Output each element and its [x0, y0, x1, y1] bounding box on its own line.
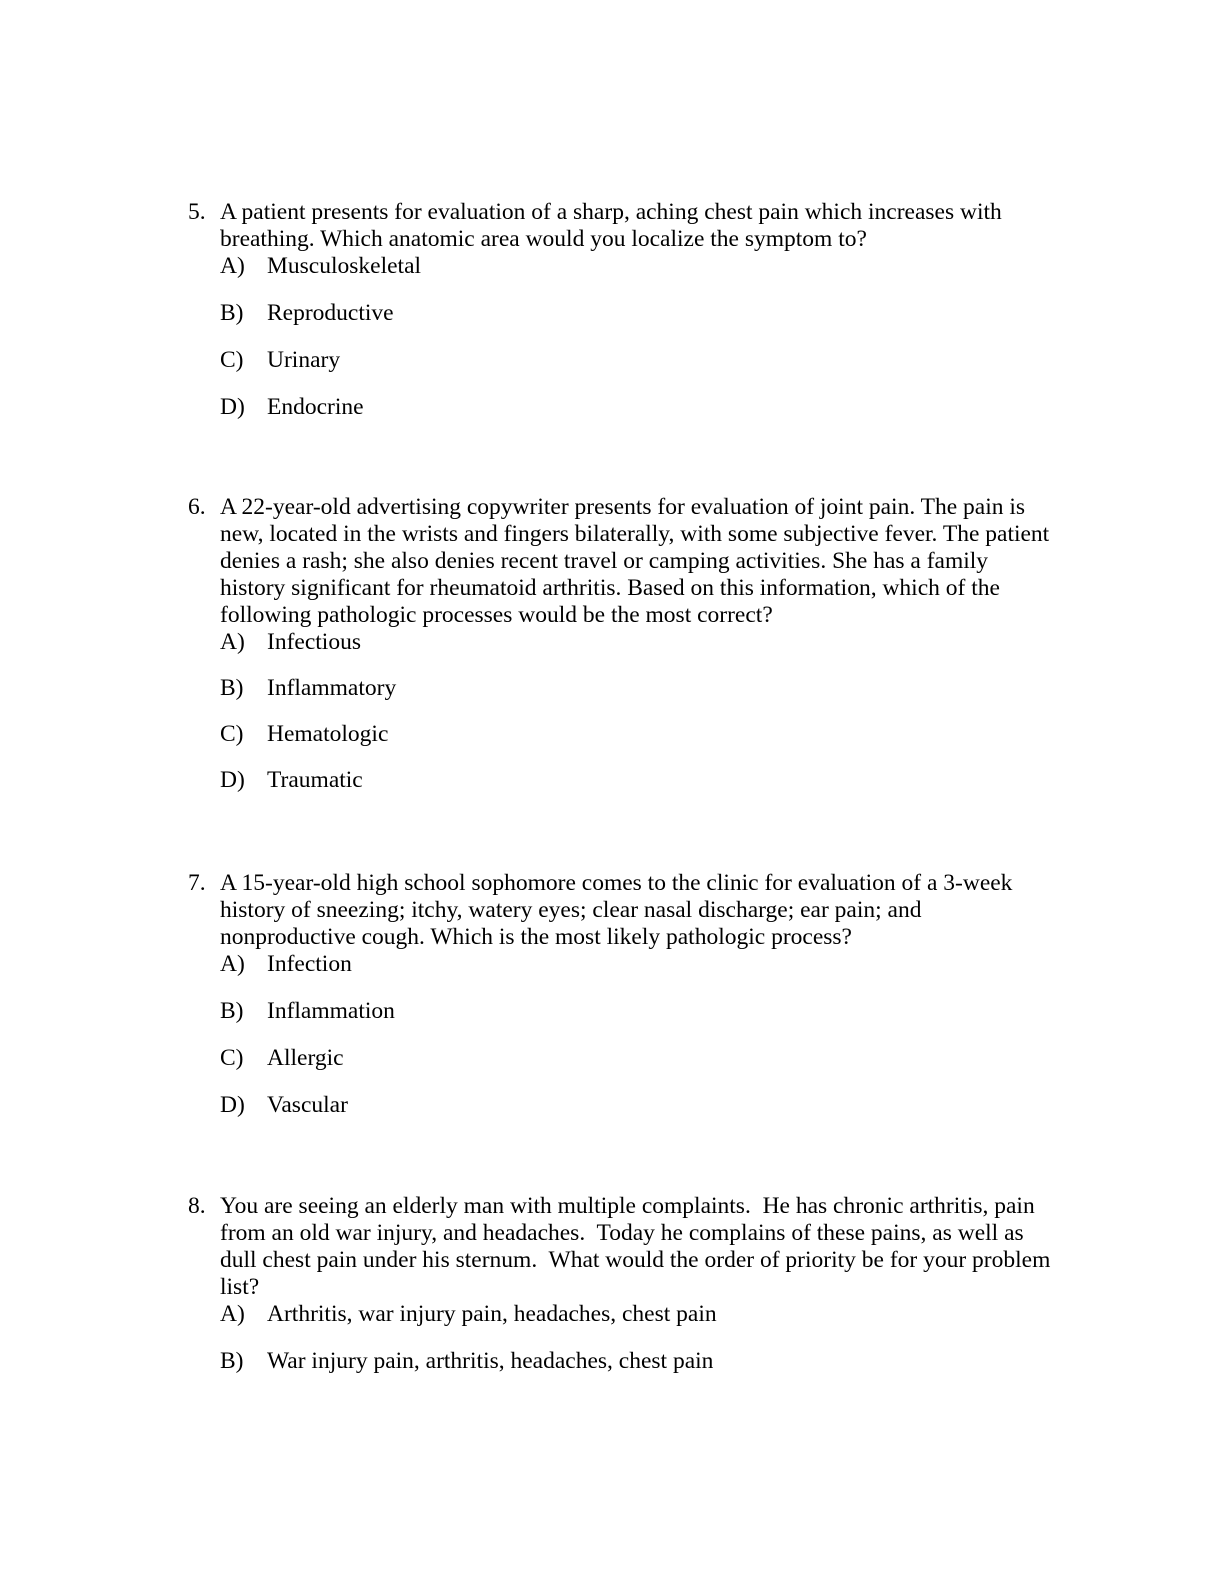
option-text: Infection [267, 951, 352, 977]
option-text: Inflammation [267, 998, 395, 1024]
answer-options [220, 951, 1088, 1119]
question-text-line: new, located in the wrists and fingers bilaterally, with some subjective fever. The patient [220, 521, 1050, 547]
question-text-line: nonproductive cough. Which is the most likely pathologic process? [220, 924, 852, 950]
answer-options [220, 253, 1088, 421]
question-text-line: denies a rash; she also denies recent travel or camping activities. She has a family [220, 548, 989, 574]
option-text: Reproductive [267, 300, 394, 326]
option-letter: C) [220, 1045, 244, 1071]
question-text-line: A 15-year-old high school sophomore comes to the clinic for evaluation of a 3-week [220, 870, 1013, 896]
option-letter: D) [220, 1092, 245, 1118]
option-c [220, 1045, 1088, 1072]
option-a [220, 253, 1088, 280]
option-text: Arthritis, war injury pain, headaches, chest pain [267, 1301, 717, 1327]
option-letter: C) [220, 347, 244, 373]
option-text: Endocrine [267, 394, 364, 420]
option-b [220, 675, 1088, 702]
option-text: Vascular [267, 1092, 348, 1118]
option-b [220, 300, 1088, 327]
option-letter: A) [220, 253, 245, 279]
question-7 [188, 870, 1088, 1119]
question-text-line: You are seeing an elderly man with multiple complaints. He has chronic arthritis, pain [220, 1193, 1035, 1219]
question-text-line: A 22-year-old advertising copywriter presents for evaluation of joint pain. The pain is [220, 494, 1026, 520]
question-text-line: dull chest pain under his sternum. What would the order of priority be for your problem [220, 1247, 1051, 1273]
question-text-line: from an old war injury, and headaches. Today he complains of these pains, as well as [220, 1220, 1024, 1246]
question-stem [188, 870, 1088, 951]
option-text: War injury pain, arthritis, headaches, chest pain [267, 1348, 714, 1374]
option-letter: A) [220, 951, 245, 977]
option-letter: C) [220, 721, 244, 747]
option-d [220, 394, 1088, 421]
option-letter: B) [220, 300, 244, 326]
option-letter: B) [220, 1348, 244, 1374]
option-text: Infectious [267, 629, 361, 655]
option-d [220, 1092, 1088, 1119]
question-number: 5. [188, 199, 206, 225]
question-text-line: history significant for rheumatoid arthritis. Based on this information, which of the [220, 575, 1000, 601]
answer-options [220, 1301, 1088, 1375]
option-a [220, 951, 1088, 978]
question-stem [188, 494, 1088, 629]
option-c [220, 347, 1088, 374]
option-letter: B) [220, 998, 244, 1024]
question-number: 7. [188, 870, 206, 896]
option-letter: B) [220, 675, 244, 701]
option-letter: A) [220, 629, 245, 655]
question-text-line: history of sneezing; itchy, watery eyes; clear nasal discharge; ear pain; and [220, 897, 922, 923]
question-number: 6. [188, 494, 206, 520]
question-stem [188, 1193, 1088, 1301]
option-letter: A) [220, 1301, 245, 1327]
question-text-line: list? [220, 1274, 260, 1300]
question-text-line: A patient presents for evaluation of a sharp, aching chest pain which increases with [220, 199, 1002, 225]
question-stem [188, 199, 1088, 253]
option-text: Musculoskeletal [267, 253, 422, 279]
option-b [220, 1348, 1088, 1375]
question-text-line: following pathologic processes would be the most correct? [220, 602, 773, 628]
question-number: 8. [188, 1193, 206, 1219]
question-5 [188, 199, 1088, 421]
option-text: Allergic [267, 1045, 344, 1071]
option-letter: D) [220, 394, 245, 420]
question-6 [188, 494, 1088, 794]
option-text: Urinary [267, 347, 341, 373]
question-text-line: breathing. Which anatomic area would you localize the symptom to? [220, 226, 867, 252]
option-a [220, 629, 1088, 656]
option-text: Hematologic [267, 721, 389, 747]
option-letter: D) [220, 767, 245, 793]
option-d [220, 767, 1088, 794]
question-8 [188, 1193, 1088, 1375]
answer-options [220, 629, 1088, 794]
option-b [220, 998, 1088, 1025]
option-text: Inflammatory [267, 675, 397, 701]
option-a [220, 1301, 1088, 1328]
option-text: Traumatic [267, 767, 363, 793]
option-c [220, 721, 1088, 748]
